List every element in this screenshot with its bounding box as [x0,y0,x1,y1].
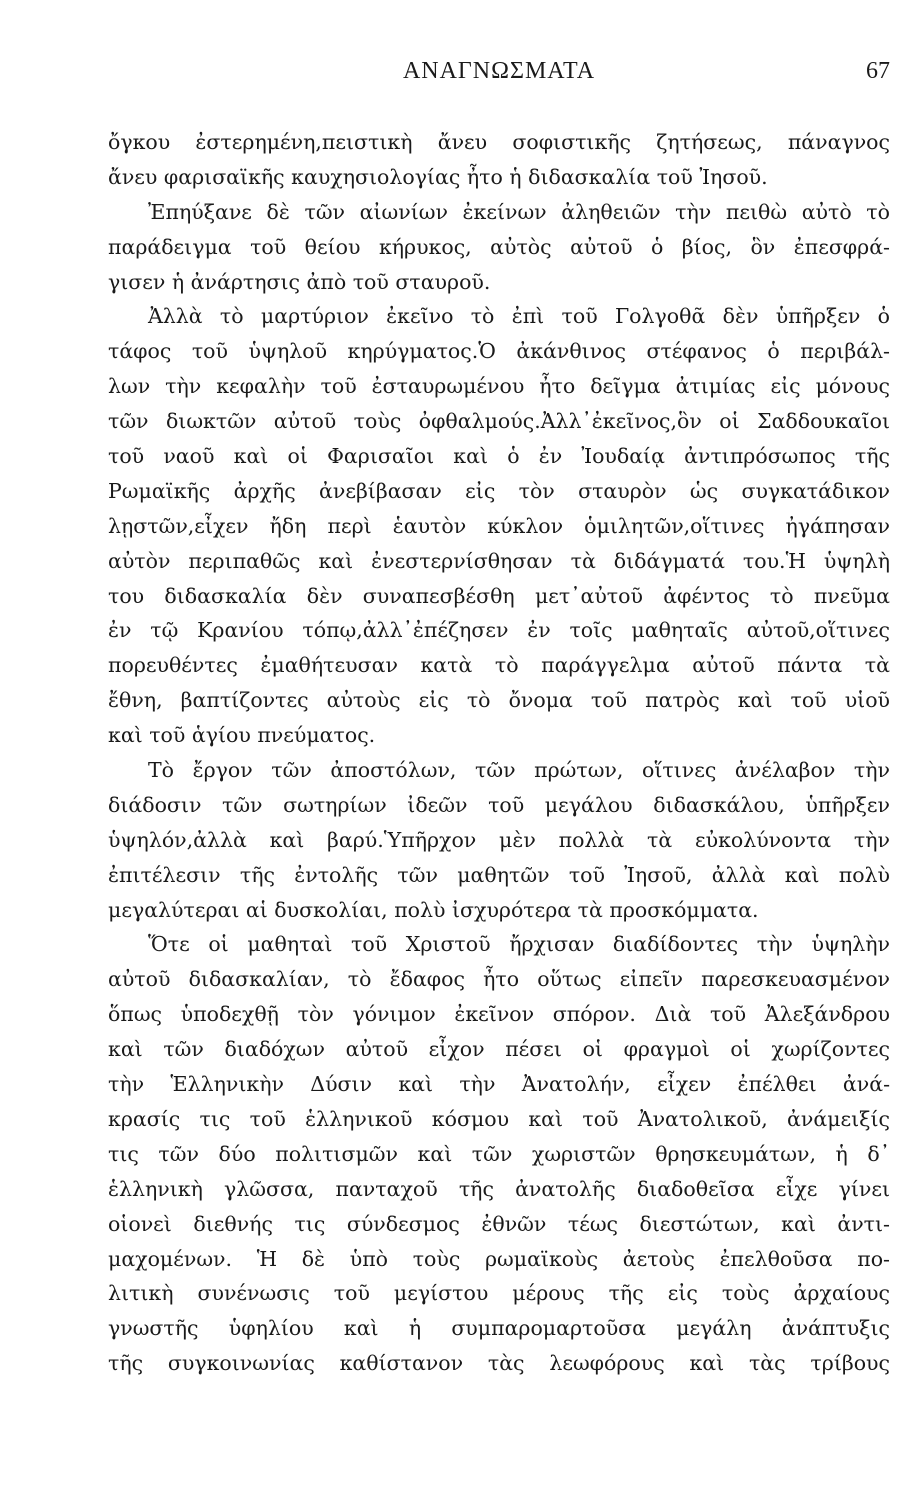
text-line: Ἀλλὰ τὸ μαρτύριον ἐκεῖνο τὸ ἐπὶ τοῦ Γολγοθᾶ δὲν ὑπῆρξεν ὁ [148,304,890,329]
text-line: ὄγκου ἐστερημένη,πειστικὴ ἄνευ σοφιστικῆς ζητήσεως, πάναγνος [108,130,890,154]
text-line: Τὸ ἔργον τῶν ἀποστόλων, τῶν πρώτων, οἵτινες ἀνέλαβον τὴν [148,758,890,783]
running-title: ΑΝΑΓΝΩΣΜΑΤΑ [402,58,596,84]
text-line: πορευθέντες ἐμαθήτευσαν κατὰ τὸ παράγγελμα αὐτοῦ πάντα τὰ [108,653,890,678]
text-line: μεγαλύτεραι αἱ δυσκολίαι, πολὺ ἰσχυρότερα τὰ προσκόμματα. [108,897,759,922]
running-head [108,58,890,98]
text-line: γνωστῆς ὑφηλίου καὶ ἡ συμπαρομαρτοῦσα μεγάλη ἀνάπτυξις [108,1316,890,1341]
text-line: ὑψηλόν,ἀλλὰ καὶ βαρύ.Ὑπῆρχον μὲν πολλὰ τὰ εὐκολύνοντα τὴν [108,827,890,852]
text-line: τῆς συγκοινωνίας καθίστανον τὰς λεωφόρους καὶ τὰς τρίβους [108,1351,890,1376]
text-line: τῶν διωκτῶν αὐτοῦ τοὺς ὀφθαλμούς.Ἀλλ᾽ἐκεῖνος,ὃν οἱ Σαδδουκαῖοι [108,409,890,434]
text-line: γισεν ἡ ἀνάρτησις ἀπὸ τοῦ σταυροῦ. [108,269,491,294]
text-line: παράδειγμα τοῦ θείου κήρυκος, αὐτὸς αὐτοῦ ὁ βίος, ὃν ἐπεσφρά- [108,234,890,259]
text-line: του διδασκαλία δὲν συναπεσβέσθη μετ᾽αὐτοῦ ἀφέντος τὸ πνεῦμα [108,583,890,608]
body-text [108,125,890,1381]
text-line: τις τῶν δύο πολιτισμῶν καὶ τῶν χωριστῶν θρησκευμάτων, ἡ δ᾽ [108,1141,890,1166]
text-line: λῃστῶν,εἶχεν ἤδη περὶ ἑαυτὸν κύκλον ὁμιλητῶν,οἵτινες ἠγάπησαν [108,513,890,538]
text-line: ἔθνη, βαπτίζοντες αὐτοὺς εἰς τὸ ὄνομα τοῦ πατρὸς καὶ τοῦ υἱοῦ [108,688,890,713]
text-line: τὴν Ἑλληνικὴν Δύσιν καὶ τὴν Ἀνατολήν, εἶχεν ἐπέλθει ἀνά- [108,1072,890,1097]
text-line: αὐτὸν περιπαθῶς καὶ ἐνεστερνίσθησαν τὰ διδάγματά του.Ἡ ὑψηλὴ [108,548,890,573]
text-line: διάδοσιν τῶν σωτηρίων ἰδεῶν τοῦ μεγάλου διδασκάλου, ὑπῆρξεν [108,792,890,817]
text-line: αὐτοῦ διδασκαλίαν, τὸ ἔδαφος ἦτο οὕτως εἰπεῖν παρεσκευασμένον [108,967,890,992]
text-line: τοῦ ναοῦ καὶ οἱ Φαρισαῖοι καὶ ὁ ἐν Ἰουδαίᾳ ἀντιπρόσωπος τῆς [108,444,890,469]
text-line: Ἐπηύξανε δὲ τῶν αἰωνίων ἐκείνων ἀληθειῶν τὴν πειθὼ αὐτὸ τὸ [148,199,890,224]
text-line: ἐπιτέλεσιν τῆς ἐντολῆς τῶν μαθητῶν τοῦ Ἰησοῦ, ἀλλὰ καὶ πολὺ [108,862,890,887]
text-line: ὅπως ὑποδεχθῇ τὸν γόνιμον ἐκεῖνον σπόρον. Διὰ τοῦ Ἀλεξάνδρου [108,1002,890,1027]
text-line: κρασίς τις τοῦ ἑλληνικοῦ κόσμου καὶ τοῦ Ἀνατολικοῦ, ἀνάμειξίς [108,1106,890,1131]
page-number: 67 [866,58,890,84]
text-line: ἐν τῷ Κρανίου τόπῳ,ἀλλ᾽ἐπέζησεν ἐν τοῖς μαθηταῖς αὐτοῦ,οἵτινες [108,618,890,643]
text-line: καὶ τῶν διαδόχων αὐτοῦ εἶχον πέσει οἱ φραγμοὶ οἱ χωρίζοντες [108,1037,890,1062]
text-line: καὶ τοῦ ἁγίου πνεύματος. [108,723,376,748]
text-line: μαχομένων. Ἡ δὲ ὑπὸ τοὺς ρωμαϊκοὺς ἀετοὺς ἐπελθοῦσα πο- [108,1246,890,1271]
text-line: ἑλληνικὴ γλῶσσα, πανταχοῦ τῆς ἀνατολῆς διαδοθεῖσα εἶχε γίνει [108,1176,890,1201]
text-line: λιτικὴ συνένωσις τοῦ μεγίστου μέρους τῆς εἰς τοὺς ἀρχαίους [108,1281,890,1306]
text-line: Ὅτε οἱ μαθηταὶ τοῦ Χριστοῦ ἤρχισαν διαδίδοντες τὴν ὑψηλὴν [148,932,890,957]
text-line: οἱονεὶ διεθνής τις σύνδεσμος ἐθνῶν τέως διεστώτων, καὶ ἀντι- [108,1211,890,1236]
text-line: ἄνευ φαρισαϊκῆς καυχησιολογίας ἦτο ἡ διδασκαλία τοῦ Ἰησοῦ. [108,164,768,189]
text-line: τάφος τοῦ ὑψηλοῦ κηρύγματος.Ὁ ἀκάνθινος στέφανος ὁ περιβάλ- [108,339,890,364]
text-line: λων τὴν κεφαλὴν τοῦ ἐσταυρωμένου ἦτο δεῖγμα ἀτιμίας εἰς μόνους [108,374,890,399]
text-line: Ρωμαϊκῆς ἀρχῆς ἀνεβίβασαν εἰς τὸν σταυρὸν ὡς συγκατάδικον [108,478,890,503]
